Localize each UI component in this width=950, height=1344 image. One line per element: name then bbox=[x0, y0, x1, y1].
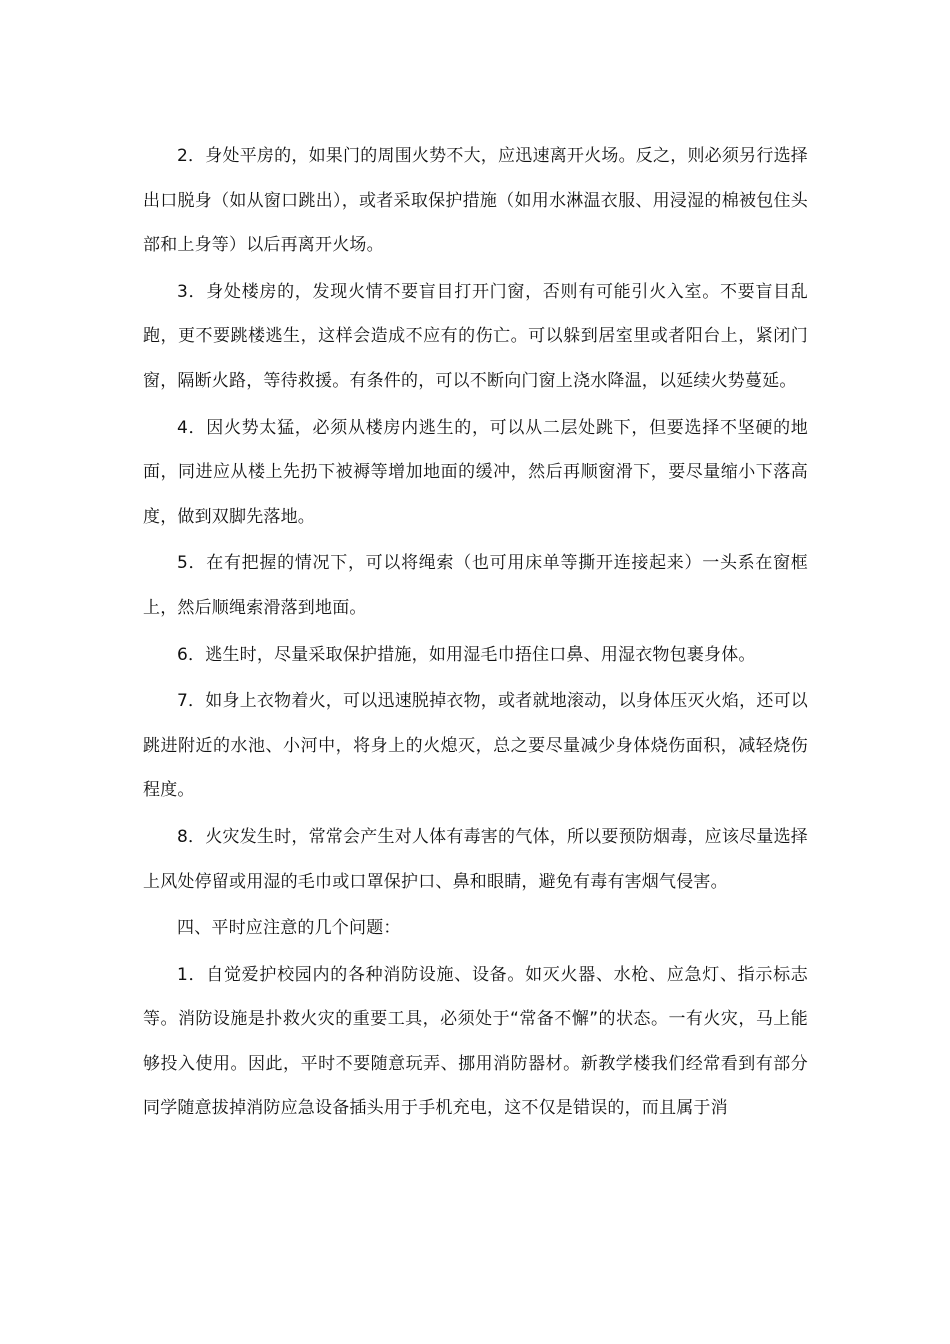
paragraph-item-3: 3．身处楼房的，发现火情不要盲目打开门窗，否则有可能引火入室。不要盲目乱跑，更不要跳楼逃生，这样会造成不应有的伤亡。可以躲到居室里或者阳台上，紧闭门窗，隔断火路，等待救援。有条件的，可以不断向门窗上浇水降温，以延续火势蔓延。 bbox=[143, 281, 808, 391]
paragraph-item-2: 2．身处平房的，如果门的周围火势不大，应迅速离开火场。反之，则必须另行选择出口脱身（如从窗口跳出），或者采取保护措施（如用水淋温衣服、用浸湿的棉被包住头部和上身等）以后再离开火场。 bbox=[143, 146, 808, 256]
paragraph-item-6: 6．逃生时，尽量采取保护措施，如用湿毛巾捂住口鼻、用湿衣物包裹身体。 bbox=[177, 644, 756, 665]
paragraph-item-section4-1: 1．自觉爱护校园内的各种消防设施、设备。如灭火器、水枪、应急灯、指示标志等。消防设施是扑救火灾的重要工具，必须处于“常备不懈”的状态。一有火灾，马上能够投入使用。因此，平时不要随意玩弄、挪用消防器材。新教学楼我们经常看到有部分同学随意拔掉消防应急设备插头用于手机充电，这不仅是错误的，而且属于消 bbox=[143, 964, 808, 1119]
paragraph-item-4: 4．因火势太猛，必须从楼房内逃生的，可以从二层处跳下，但要选择不坚硬的地面，同进应从楼上先扔下被褥等增加地面的缓冲，然后再顺窗滑下，要尽量缩小下落高度，做到双脚先落地。 bbox=[143, 417, 808, 527]
paragraph-item-7: 7．如身上衣物着火，可以迅速脱掉衣物，或者就地滚动，以身体压灭火焰，还可以跳进附近的水池、小河中，将身上的火熄灭，总之要尽量减少身体烧伤面积，减轻烧伤程度。 bbox=[143, 691, 808, 801]
document-page bbox=[143, 134, 808, 1133]
section-heading: 四、平时应注意的几个问题： bbox=[177, 918, 401, 939]
paragraph-item-8: 8．火灾发生时，常常会产生对人体有毒害的气体，所以要预防烟毒，应该尽量选择上风处停留或用湿的毛巾或口罩保护口、鼻和眼睛，避免有毒有害烟气侵害。 bbox=[143, 826, 808, 892]
paragraph-item-5: 5．在有把握的情况下，可以将绳索（也可用床单等撕开连接起来）一头系在窗框上，然后顺绳索滑落到地面。 bbox=[143, 553, 808, 618]
